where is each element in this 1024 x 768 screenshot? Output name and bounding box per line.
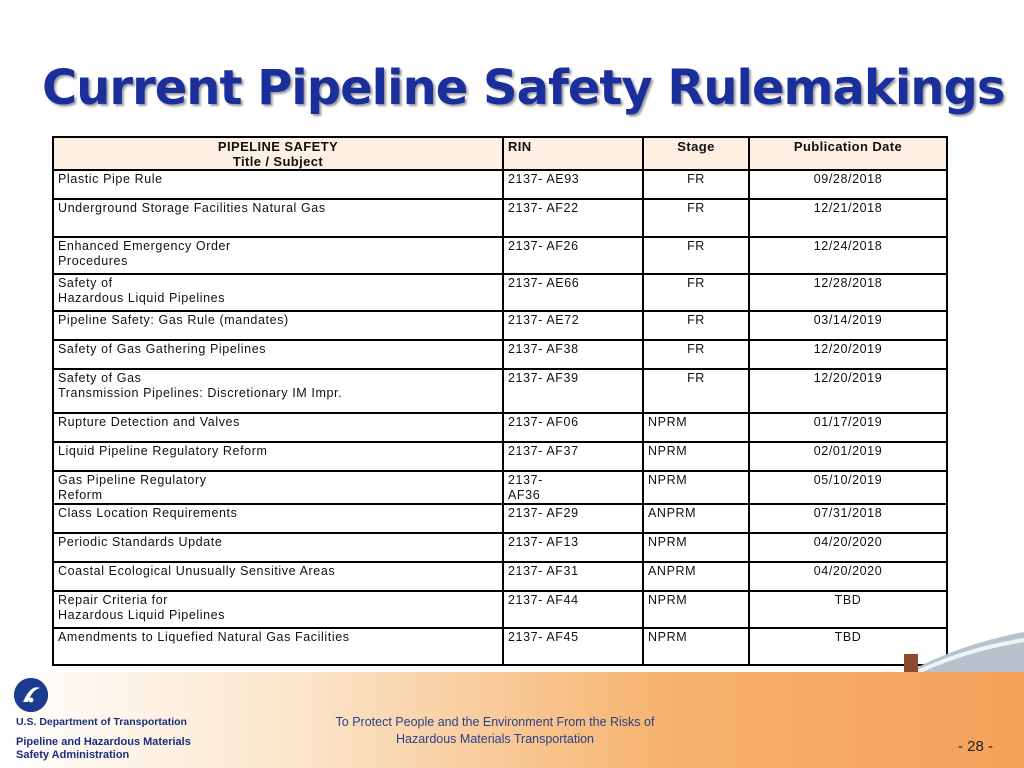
- cell-publication-date: 04/20/2020: [749, 533, 947, 562]
- cell-title-subject: Underground Storage Facilities Natural Gas: [53, 199, 503, 237]
- agency-name-line2: Safety Administration: [16, 749, 130, 761]
- cell-stage: FR: [643, 340, 749, 369]
- cell-publication-date: 09/28/2018: [749, 170, 947, 199]
- cell-title-subject: Repair Criteria for Hazardous Liquid Pipelines: [53, 591, 503, 628]
- cell-stage: FR: [643, 237, 749, 274]
- table-row: [53, 274, 947, 311]
- header-stage: Stage: [643, 137, 749, 170]
- cell-rin: 2137- AF22: [503, 199, 643, 237]
- cell-title-subject: Liquid Pipeline Regulatory Reform: [53, 442, 503, 471]
- cell-title-subject: Periodic Standards Update: [53, 533, 503, 562]
- table-row: [53, 471, 947, 504]
- cell-rin: 2137- AF38: [503, 340, 643, 369]
- cell-rin: 2137- AF36: [503, 471, 643, 504]
- table-row: [53, 199, 947, 237]
- cell-publication-date: TBD: [749, 591, 947, 628]
- table-row: [53, 533, 947, 562]
- cell-publication-date: 12/21/2018: [749, 199, 947, 237]
- footer-bar: [0, 672, 1024, 768]
- cell-title-subject: Enhanced Emergency Order Procedures: [53, 237, 503, 274]
- rulemakings-table: [52, 136, 948, 666]
- cell-publication-date: 12/20/2019: [749, 369, 947, 413]
- cell-title-subject: Gas Pipeline Regulatory Reform: [53, 471, 503, 504]
- cell-title-subject: Safety of Hazardous Liquid Pipelines: [53, 274, 503, 311]
- cell-stage: FR: [643, 311, 749, 340]
- table-row: [53, 413, 947, 442]
- cell-stage: NPRM: [643, 442, 749, 471]
- cell-publication-date: 12/20/2019: [749, 340, 947, 369]
- cell-publication-date: 12/28/2018: [749, 274, 947, 311]
- cell-publication-date: 05/10/2019: [749, 471, 947, 504]
- cell-rin: 2137- AF31: [503, 562, 643, 591]
- cell-title-subject: Plastic Pipe Rule: [53, 170, 503, 199]
- cell-rin: 2137- AE72: [503, 311, 643, 340]
- cell-stage: FR: [643, 199, 749, 237]
- cell-title-subject: Class Location Requirements: [53, 504, 503, 533]
- cell-stage: NPRM: [643, 628, 749, 665]
- cell-stage: FR: [643, 369, 749, 413]
- cell-rin: 2137- AF13: [503, 533, 643, 562]
- cell-rin: 2137- AF06: [503, 413, 643, 442]
- cell-title-subject: Safety of Gas Transmission Pipelines: Discretionary IM Impr.: [53, 369, 503, 413]
- cell-publication-date: 02/01/2019: [749, 442, 947, 471]
- cell-stage: FR: [643, 170, 749, 199]
- cell-title-subject: Coastal Ecological Unusually Sensitive Areas: [53, 562, 503, 591]
- dot-logo-icon: [14, 678, 48, 712]
- tagline-line1: To Protect People and the Environment From the Risks of: [335, 715, 655, 729]
- table-header-row: [53, 137, 947, 170]
- cell-publication-date: 07/31/2018: [749, 504, 947, 533]
- header-title-line1: PIPELINE SAFETY: [217, 139, 339, 154]
- table-row: [53, 237, 947, 274]
- cell-publication-date: 01/17/2019: [749, 413, 947, 442]
- cell-stage: NPRM: [643, 591, 749, 628]
- cell-stage: ANPRM: [643, 562, 749, 591]
- cell-publication-date: 04/20/2020: [749, 562, 947, 591]
- table-row: [53, 170, 947, 199]
- table-row: [53, 369, 947, 413]
- page-number: - 28 -: [958, 738, 994, 755]
- cell-stage: NPRM: [643, 413, 749, 442]
- cell-stage: ANPRM: [643, 504, 749, 533]
- slide-title: Current Pipeline Safety Rulemakings: [42, 60, 1005, 116]
- dot-department-name: U.S. Department of Transportation: [16, 716, 187, 728]
- header-title-subject: [53, 137, 503, 170]
- agency-name: [16, 736, 226, 762]
- table-row: [53, 562, 947, 591]
- cell-rin: 2137- AF37: [503, 442, 643, 471]
- cell-publication-date: 12/24/2018: [749, 237, 947, 274]
- cell-title-subject: Amendments to Liquefied Natural Gas Facilities: [53, 628, 503, 665]
- cell-title-subject: Rupture Detection and Valves: [53, 413, 503, 442]
- agency-name-line1: Pipeline and Hazardous Materials: [16, 736, 191, 748]
- header-title-line2: Title / Subject: [232, 154, 324, 169]
- cell-publication-date: 03/14/2019: [749, 311, 947, 340]
- cell-title-subject: Pipeline Safety: Gas Rule (mandates): [53, 311, 503, 340]
- table-row: [53, 340, 947, 369]
- cell-rin: 2137- AF26: [503, 237, 643, 274]
- mission-tagline: [300, 714, 690, 748]
- table-row: [53, 442, 947, 471]
- cell-title-subject: Safety of Gas Gathering Pipelines: [53, 340, 503, 369]
- table-body: [53, 170, 947, 665]
- cell-rin: 2137- AF44: [503, 591, 643, 628]
- cell-rin: 2137- AF29: [503, 504, 643, 533]
- tagline-line2: Hazardous Materials Transportation: [395, 732, 594, 746]
- cell-stage: FR: [643, 274, 749, 311]
- cell-stage: NPRM: [643, 533, 749, 562]
- cell-rin: 2137- AE66: [503, 274, 643, 311]
- header-publication-date: Publication Date: [749, 137, 947, 170]
- header-rin: RIN: [503, 137, 643, 170]
- cell-rin: 2137- AE93: [503, 170, 643, 199]
- table-row: [53, 504, 947, 533]
- cell-stage: NPRM: [643, 471, 749, 504]
- cell-rin: 2137- AF45: [503, 628, 643, 665]
- table-row: [53, 311, 947, 340]
- cell-publication-date: TBD: [749, 628, 947, 665]
- cell-rin: 2137- AF39: [503, 369, 643, 413]
